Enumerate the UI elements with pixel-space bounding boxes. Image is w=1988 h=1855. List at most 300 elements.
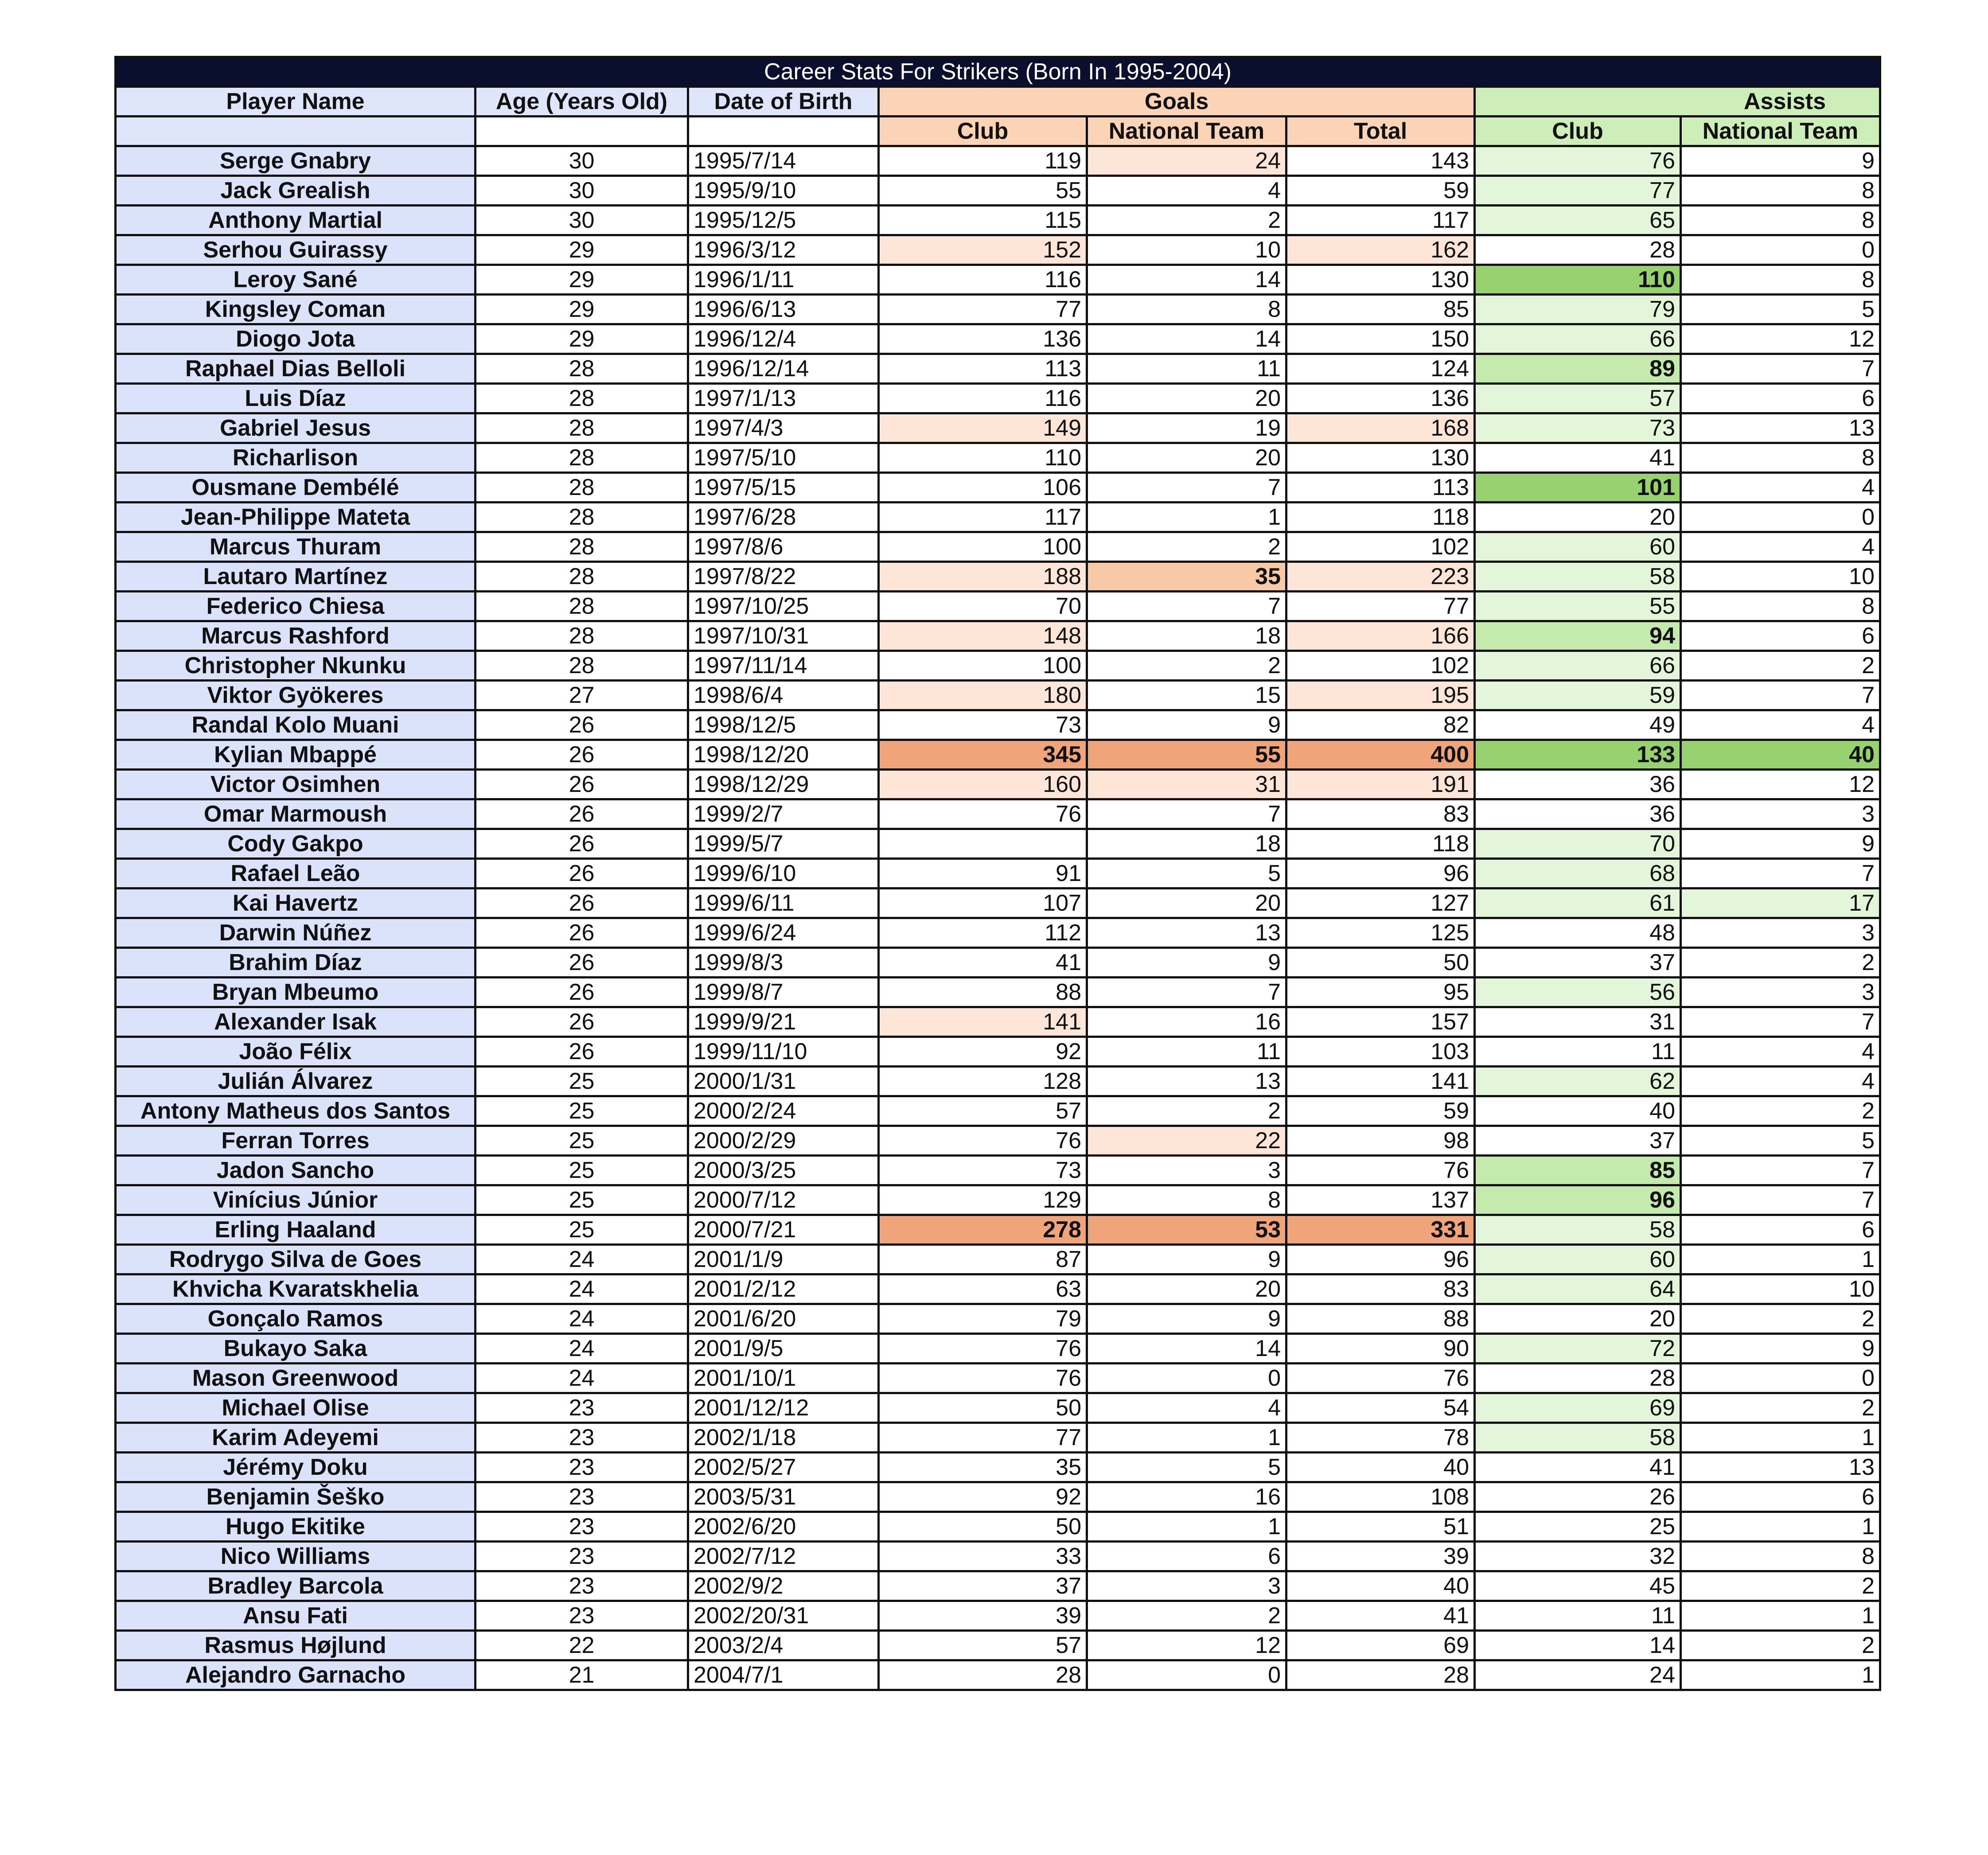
assists-club-cell: 61 bbox=[1475, 889, 1681, 918]
dob-cell: 1999/11/10 bbox=[688, 1037, 879, 1067]
goals-club-cell: 278 bbox=[879, 1215, 1087, 1245]
player-name-cell: Serge Gnabry bbox=[116, 146, 476, 176]
player-name-cell: Diogo Jota bbox=[116, 324, 476, 354]
assists-national-cell: 8 bbox=[1681, 592, 1880, 621]
age-cell: 29 bbox=[476, 265, 688, 295]
assists-club-header: Club bbox=[1475, 117, 1681, 146]
goals-club-cell: 35 bbox=[879, 1453, 1087, 1482]
goals-club-cell: 115 bbox=[879, 206, 1087, 235]
goals-national-cell: 7 bbox=[1087, 799, 1286, 829]
goals-national-cell: 35 bbox=[1087, 562, 1286, 592]
assists-club-cell: 37 bbox=[1475, 1126, 1681, 1156]
age-cell: 24 bbox=[476, 1364, 688, 1393]
dob-cell: 1997/8/6 bbox=[688, 532, 879, 562]
goals-total-cell: 88 bbox=[1286, 1304, 1475, 1334]
assists-national-cell: 7 bbox=[1681, 1156, 1880, 1185]
player-name-cell: Luis Díaz bbox=[116, 384, 476, 413]
goals-club-cell: 345 bbox=[879, 740, 1087, 770]
table-row bbox=[116, 532, 1880, 562]
goals-national-cell: 2 bbox=[1087, 651, 1286, 681]
assists-club-cell: 65 bbox=[1475, 206, 1681, 235]
dob-cell: 2000/3/25 bbox=[688, 1156, 879, 1185]
assists-club-cell: 59 bbox=[1475, 681, 1681, 710]
goals-club-cell: 77 bbox=[879, 1423, 1087, 1453]
goals-national-header: National Team bbox=[1087, 117, 1286, 146]
assists-club-cell: 41 bbox=[1475, 443, 1681, 473]
age-cell: 23 bbox=[476, 1571, 688, 1601]
assists-national-cell: 1 bbox=[1681, 1423, 1880, 1453]
age-cell: 28 bbox=[476, 651, 688, 681]
blank-subheader bbox=[476, 117, 688, 146]
table-row bbox=[116, 1393, 1880, 1423]
dob-cell: 1996/6/13 bbox=[688, 295, 879, 324]
dob-cell: 2003/2/4 bbox=[688, 1631, 879, 1660]
assists-club-cell: 101 bbox=[1475, 473, 1681, 503]
player-name-cell: Jean-Philippe Mateta bbox=[116, 503, 476, 532]
table-row bbox=[116, 1453, 1880, 1482]
goals-club-cell: 76 bbox=[879, 1364, 1087, 1393]
table-title: Career Stats For Strikers (Born In 1995-2004) bbox=[116, 57, 1880, 87]
assists-header: Assists bbox=[1475, 87, 1880, 117]
assists-club-cell: 25 bbox=[1475, 1512, 1681, 1542]
goals-national-cell: 8 bbox=[1087, 1185, 1286, 1215]
age-cell: 27 bbox=[476, 681, 688, 710]
dob-cell: 1996/1/11 bbox=[688, 265, 879, 295]
dob-cell: 2001/2/12 bbox=[688, 1274, 879, 1304]
dob-cell: 2000/2/24 bbox=[688, 1096, 879, 1126]
age-cell: 29 bbox=[476, 295, 688, 324]
dob-cell: 1999/5/7 bbox=[688, 829, 879, 859]
assists-club-cell: 66 bbox=[1475, 324, 1681, 354]
table-row bbox=[116, 235, 1880, 265]
dob-cell: 1997/10/31 bbox=[688, 621, 879, 651]
goals-total-cell: 124 bbox=[1286, 354, 1475, 384]
dob-cell: 1997/11/14 bbox=[688, 651, 879, 681]
player-name-cell: Rasmus Højlund bbox=[116, 1631, 476, 1660]
assists-national-cell: 4 bbox=[1681, 1037, 1880, 1067]
goals-club-cell: 92 bbox=[879, 1037, 1087, 1067]
assists-national-cell: 2 bbox=[1681, 651, 1880, 681]
assists-club-cell: 133 bbox=[1475, 740, 1681, 770]
player-name-cell: Mason Greenwood bbox=[116, 1364, 476, 1393]
player-name-cell: Omar Marmoush bbox=[116, 799, 476, 829]
assists-national-cell: 13 bbox=[1681, 413, 1880, 443]
assists-club-cell: 31 bbox=[1475, 1007, 1681, 1037]
goals-club-cell: 91 bbox=[879, 859, 1087, 889]
goals-total-cell: 98 bbox=[1286, 1126, 1475, 1156]
career-stats-table bbox=[114, 56, 1881, 1691]
age-cell: 28 bbox=[476, 443, 688, 473]
goals-club-cell bbox=[879, 829, 1087, 859]
assists-national-header: National Team bbox=[1681, 117, 1880, 146]
goals-national-cell: 2 bbox=[1087, 1096, 1286, 1126]
age-cell: 30 bbox=[476, 176, 688, 206]
assists-national-cell: 0 bbox=[1681, 235, 1880, 265]
goals-total-cell: 39 bbox=[1286, 1542, 1475, 1571]
goals-club-cell: 76 bbox=[879, 799, 1087, 829]
dob-cell: 1995/12/5 bbox=[688, 206, 879, 235]
player-name-cell: Kylian Mbappé bbox=[116, 740, 476, 770]
goals-national-cell: 9 bbox=[1087, 948, 1286, 978]
goals-national-cell: 13 bbox=[1087, 1067, 1286, 1096]
age-cell: 28 bbox=[476, 384, 688, 413]
age-cell: 24 bbox=[476, 1245, 688, 1274]
assists-club-cell: 56 bbox=[1475, 978, 1681, 1007]
age-cell: 28 bbox=[476, 532, 688, 562]
assists-club-cell: 72 bbox=[1475, 1334, 1681, 1364]
assists-club-cell: 32 bbox=[1475, 1542, 1681, 1571]
goals-header: Goals bbox=[879, 87, 1475, 117]
age-cell: 26 bbox=[476, 799, 688, 829]
dob-cell: 1997/10/25 bbox=[688, 592, 879, 621]
player-name-cell: Vinícius Júnior bbox=[116, 1185, 476, 1215]
player-name-cell: Darwin Núñez bbox=[116, 918, 476, 948]
goals-club-cell: 50 bbox=[879, 1512, 1087, 1542]
assists-national-cell: 7 bbox=[1681, 1007, 1880, 1037]
assists-national-cell: 2 bbox=[1681, 1393, 1880, 1423]
dob-cell: 2001/9/5 bbox=[688, 1334, 879, 1364]
player-name-cell: Jérémy Doku bbox=[116, 1453, 476, 1482]
goals-total-cell: 331 bbox=[1286, 1215, 1475, 1245]
goals-national-cell: 4 bbox=[1087, 1393, 1286, 1423]
dob-cell: 2001/6/20 bbox=[688, 1304, 879, 1334]
dob-cell: 1996/3/12 bbox=[688, 235, 879, 265]
player-name-cell: Christopher Nkunku bbox=[116, 651, 476, 681]
assists-national-cell: 1 bbox=[1681, 1660, 1880, 1690]
table-row bbox=[116, 1156, 1880, 1185]
assists-national-cell: 5 bbox=[1681, 295, 1880, 324]
player-name-cell: Richarlison bbox=[116, 443, 476, 473]
player-name-cell: Ousmane Dembélé bbox=[116, 473, 476, 503]
player-name-cell: Federico Chiesa bbox=[116, 592, 476, 621]
assists-club-cell: 89 bbox=[1475, 354, 1681, 384]
assists-national-cell: 4 bbox=[1681, 473, 1880, 503]
assists-club-cell: 20 bbox=[1475, 1304, 1681, 1334]
age-cell: 23 bbox=[476, 1393, 688, 1423]
table-row bbox=[116, 384, 1880, 413]
goals-club-cell: 160 bbox=[879, 770, 1087, 799]
assists-national-cell: 7 bbox=[1681, 354, 1880, 384]
goals-national-cell: 3 bbox=[1087, 1571, 1286, 1601]
assists-national-cell: 8 bbox=[1681, 1542, 1880, 1571]
goals-club-cell: 100 bbox=[879, 532, 1087, 562]
assists-national-cell: 6 bbox=[1681, 384, 1880, 413]
goals-total-cell: 28 bbox=[1286, 1660, 1475, 1690]
goals-total-cell: 162 bbox=[1286, 235, 1475, 265]
goals-total-cell: 78 bbox=[1286, 1423, 1475, 1453]
assists-national-cell: 8 bbox=[1681, 206, 1880, 235]
table-row bbox=[116, 503, 1880, 532]
dob-cell: 1996/12/4 bbox=[688, 324, 879, 354]
goals-club-cell: 76 bbox=[879, 1126, 1087, 1156]
player-name-cell: Kingsley Coman bbox=[116, 295, 476, 324]
goals-national-cell: 20 bbox=[1087, 443, 1286, 473]
player-name-cell: Bukayo Saka bbox=[116, 1334, 476, 1364]
table-row bbox=[116, 1037, 1880, 1067]
goals-total-cell: 166 bbox=[1286, 621, 1475, 651]
table-row bbox=[116, 740, 1880, 770]
table-row bbox=[116, 1512, 1880, 1542]
goals-national-cell: 16 bbox=[1087, 1007, 1286, 1037]
dob-cell: 2001/1/9 bbox=[688, 1245, 879, 1274]
dob-cell: 2002/1/18 bbox=[688, 1423, 879, 1453]
goals-national-cell: 9 bbox=[1087, 710, 1286, 740]
goals-total-cell: 83 bbox=[1286, 799, 1475, 829]
age-cell: 24 bbox=[476, 1274, 688, 1304]
goals-total-cell: 41 bbox=[1286, 1601, 1475, 1631]
assists-national-cell: 9 bbox=[1681, 1334, 1880, 1364]
table-row bbox=[116, 1067, 1880, 1096]
table-row bbox=[116, 265, 1880, 295]
goals-national-cell: 10 bbox=[1087, 235, 1286, 265]
dob-cell: 1998/12/5 bbox=[688, 710, 879, 740]
table-row bbox=[116, 799, 1880, 829]
dob-cell: 1997/8/22 bbox=[688, 562, 879, 592]
assists-club-cell: 45 bbox=[1475, 1571, 1681, 1601]
goals-club-cell: 50 bbox=[879, 1393, 1087, 1423]
blank-subheader bbox=[688, 117, 879, 146]
dob-cell: 2003/5/31 bbox=[688, 1482, 879, 1512]
goals-total-cell: 118 bbox=[1286, 503, 1475, 532]
age-cell: 23 bbox=[476, 1512, 688, 1542]
assists-club-cell: 62 bbox=[1475, 1067, 1681, 1096]
blank-subheader bbox=[116, 117, 476, 146]
dob-cell: 2000/7/21 bbox=[688, 1215, 879, 1245]
dob-cell: 2004/7/1 bbox=[688, 1660, 879, 1690]
assists-national-cell: 4 bbox=[1681, 1067, 1880, 1096]
age-cell: 23 bbox=[476, 1453, 688, 1482]
player-name-cell: Marcus Thuram bbox=[116, 532, 476, 562]
table-row bbox=[116, 1601, 1880, 1631]
table-row bbox=[116, 1660, 1880, 1690]
age-cell: 26 bbox=[476, 829, 688, 859]
assists-national-cell: 9 bbox=[1681, 146, 1880, 176]
table-row bbox=[116, 413, 1880, 443]
dob-cell: 1999/6/10 bbox=[688, 859, 879, 889]
goals-club-cell: 136 bbox=[879, 324, 1087, 354]
player-name-cell: Brahim Díaz bbox=[116, 948, 476, 978]
goals-club-cell: 88 bbox=[879, 978, 1087, 1007]
assists-club-cell: 69 bbox=[1475, 1393, 1681, 1423]
age-cell: 26 bbox=[476, 859, 688, 889]
goals-total-cell: 102 bbox=[1286, 532, 1475, 562]
goals-club-cell: 100 bbox=[879, 651, 1087, 681]
age-cell: 23 bbox=[476, 1423, 688, 1453]
table-row bbox=[116, 1423, 1880, 1453]
goals-national-cell: 8 bbox=[1087, 295, 1286, 324]
assists-club-cell: 14 bbox=[1475, 1631, 1681, 1660]
age-cell: 28 bbox=[476, 621, 688, 651]
goals-club-cell: 152 bbox=[879, 235, 1087, 265]
goals-national-cell: 9 bbox=[1087, 1304, 1286, 1334]
goals-club-cell: 110 bbox=[879, 443, 1087, 473]
goals-national-cell: 53 bbox=[1087, 1215, 1286, 1245]
table-row bbox=[116, 1274, 1880, 1304]
dob-cell: 1995/9/10 bbox=[688, 176, 879, 206]
goals-national-cell: 7 bbox=[1087, 473, 1286, 503]
dob-cell: 2000/2/29 bbox=[688, 1126, 879, 1156]
goals-national-cell: 3 bbox=[1087, 1156, 1286, 1185]
dob-cell: 1997/6/28 bbox=[688, 503, 879, 532]
player-name-cell: Rodrygo Silva de Goes bbox=[116, 1245, 476, 1274]
age-cell: 28 bbox=[476, 473, 688, 503]
goals-national-cell: 22 bbox=[1087, 1126, 1286, 1156]
assists-national-cell: 10 bbox=[1681, 562, 1880, 592]
table-row bbox=[116, 324, 1880, 354]
goals-club-cell: 28 bbox=[879, 1660, 1087, 1690]
dob-cell: 1997/1/13 bbox=[688, 384, 879, 413]
player-name-cell: Cody Gakpo bbox=[116, 829, 476, 859]
player-name-cell: Michael Olise bbox=[116, 1393, 476, 1423]
assists-club-cell: 41 bbox=[1475, 1453, 1681, 1482]
table-row bbox=[116, 770, 1880, 799]
age-cell: 24 bbox=[476, 1334, 688, 1364]
goals-club-cell: 128 bbox=[879, 1067, 1087, 1096]
age-cell: 25 bbox=[476, 1215, 688, 1245]
goals-total-cell: 77 bbox=[1286, 592, 1475, 621]
assists-club-cell: 60 bbox=[1475, 532, 1681, 562]
goals-total-cell: 51 bbox=[1286, 1512, 1475, 1542]
assists-club-cell: 57 bbox=[1475, 384, 1681, 413]
player-name-cell: Antony Matheus dos Santos bbox=[116, 1096, 476, 1126]
table-row bbox=[116, 206, 1880, 235]
table-row bbox=[116, 829, 1880, 859]
goals-national-cell: 19 bbox=[1087, 413, 1286, 443]
age-cell: 28 bbox=[476, 562, 688, 592]
assists-club-cell: 20 bbox=[1475, 503, 1681, 532]
goals-total-cell: 127 bbox=[1286, 889, 1475, 918]
age-cell: 30 bbox=[476, 206, 688, 235]
age-cell: 26 bbox=[476, 918, 688, 948]
goals-club-cell: 188 bbox=[879, 562, 1087, 592]
goals-national-cell: 2 bbox=[1087, 532, 1286, 562]
goals-club-cell: 148 bbox=[879, 621, 1087, 651]
goals-club-cell: 106 bbox=[879, 473, 1087, 503]
assists-club-cell: 110 bbox=[1475, 265, 1681, 295]
age-cell: 30 bbox=[476, 146, 688, 176]
dob-cell: 1997/5/10 bbox=[688, 443, 879, 473]
assists-national-cell: 2 bbox=[1681, 1571, 1880, 1601]
dob-cell: 2002/5/27 bbox=[688, 1453, 879, 1482]
assists-national-cell: 6 bbox=[1681, 1215, 1880, 1245]
table-row bbox=[116, 562, 1880, 592]
goals-national-cell: 11 bbox=[1087, 354, 1286, 384]
table-row bbox=[116, 1571, 1880, 1601]
player-name-cell: Alejandro Garnacho bbox=[116, 1660, 476, 1690]
goals-total-cell: 168 bbox=[1286, 413, 1475, 443]
dob-cell: 1998/12/20 bbox=[688, 740, 879, 770]
assists-club-cell: 73 bbox=[1475, 413, 1681, 443]
goals-club-cell: 112 bbox=[879, 918, 1087, 948]
table-row bbox=[116, 621, 1880, 651]
goals-total-cell: 191 bbox=[1286, 770, 1475, 799]
dob-cell: 2002/6/20 bbox=[688, 1512, 879, 1542]
assists-national-cell: 1 bbox=[1681, 1512, 1880, 1542]
goals-national-cell: 18 bbox=[1087, 621, 1286, 651]
dob-cell: 1996/12/14 bbox=[688, 354, 879, 384]
player-name-cell: Julián Álvarez bbox=[116, 1067, 476, 1096]
assists-national-cell: 6 bbox=[1681, 1482, 1880, 1512]
goals-total-cell: 83 bbox=[1286, 1274, 1475, 1304]
goals-national-cell: 1 bbox=[1087, 1423, 1286, 1453]
goals-total-cell: 96 bbox=[1286, 1245, 1475, 1274]
assists-national-cell: 0 bbox=[1681, 1364, 1880, 1393]
goals-national-cell: 0 bbox=[1087, 1364, 1286, 1393]
goals-national-cell: 7 bbox=[1087, 978, 1286, 1007]
table-row bbox=[116, 859, 1880, 889]
goals-club-cell: 87 bbox=[879, 1245, 1087, 1274]
player-name-cell: Karim Adeyemi bbox=[116, 1423, 476, 1453]
goals-total-cell: 143 bbox=[1286, 146, 1475, 176]
assists-national-cell: 10 bbox=[1681, 1274, 1880, 1304]
goals-club-cell: 92 bbox=[879, 1482, 1087, 1512]
goals-total-cell: 103 bbox=[1286, 1037, 1475, 1067]
goals-club-cell: 116 bbox=[879, 265, 1087, 295]
age-header: Age (Years Old) bbox=[476, 87, 688, 117]
goals-club-cell: 57 bbox=[879, 1631, 1087, 1660]
assists-club-cell: 11 bbox=[1475, 1037, 1681, 1067]
assists-club-cell: 58 bbox=[1475, 1215, 1681, 1245]
assists-national-cell: 2 bbox=[1681, 948, 1880, 978]
goals-club-cell: 63 bbox=[879, 1274, 1087, 1304]
goals-total-cell: 137 bbox=[1286, 1185, 1475, 1215]
goals-national-cell: 20 bbox=[1087, 384, 1286, 413]
goals-total-cell: 82 bbox=[1286, 710, 1475, 740]
table-row bbox=[116, 651, 1880, 681]
goals-total-cell: 59 bbox=[1286, 1096, 1475, 1126]
assists-national-cell: 6 bbox=[1681, 621, 1880, 651]
assists-club-cell: 48 bbox=[1475, 918, 1681, 948]
assists-national-cell: 8 bbox=[1681, 443, 1880, 473]
assists-national-cell: 13 bbox=[1681, 1453, 1880, 1482]
player-name-cell: Rafael Leão bbox=[116, 859, 476, 889]
goals-total-cell: 117 bbox=[1286, 206, 1475, 235]
dob-cell: 2002/9/2 bbox=[688, 1571, 879, 1601]
goals-total-cell: 69 bbox=[1286, 1631, 1475, 1660]
assists-club-cell: 60 bbox=[1475, 1245, 1681, 1274]
goals-national-cell: 20 bbox=[1087, 889, 1286, 918]
age-cell: 29 bbox=[476, 235, 688, 265]
player-name-cell: Leroy Sané bbox=[116, 265, 476, 295]
player-name-cell: Erling Haaland bbox=[116, 1215, 476, 1245]
goals-total-cell: 40 bbox=[1286, 1453, 1475, 1482]
goals-total-cell: 54 bbox=[1286, 1393, 1475, 1423]
player-name-cell: Viktor Gyökeres bbox=[116, 681, 476, 710]
goals-total-cell: 130 bbox=[1286, 265, 1475, 295]
assists-national-cell: 3 bbox=[1681, 799, 1880, 829]
goals-club-cell: 57 bbox=[879, 1096, 1087, 1126]
goals-club-cell: 149 bbox=[879, 413, 1087, 443]
dob-cell: 1998/12/29 bbox=[688, 770, 879, 799]
goals-club-cell: 70 bbox=[879, 592, 1087, 621]
age-cell: 28 bbox=[476, 354, 688, 384]
goals-club-cell: 129 bbox=[879, 1185, 1087, 1215]
goals-total-cell: 90 bbox=[1286, 1334, 1475, 1364]
dob-cell: 2002/7/12 bbox=[688, 1542, 879, 1571]
goals-national-cell: 5 bbox=[1087, 859, 1286, 889]
age-cell: 26 bbox=[476, 770, 688, 799]
goals-national-cell: 24 bbox=[1087, 146, 1286, 176]
age-cell: 23 bbox=[476, 1601, 688, 1631]
dob-cell: 2001/12/12 bbox=[688, 1393, 879, 1423]
assists-national-cell: 3 bbox=[1681, 978, 1880, 1007]
age-cell: 24 bbox=[476, 1304, 688, 1334]
table-row bbox=[116, 978, 1880, 1007]
player-name-cell: Khvicha Kvaratskhelia bbox=[116, 1274, 476, 1304]
goals-club-cell: 37 bbox=[879, 1571, 1087, 1601]
player-name-cell: Serhou Guirassy bbox=[116, 235, 476, 265]
table-row bbox=[116, 473, 1880, 503]
